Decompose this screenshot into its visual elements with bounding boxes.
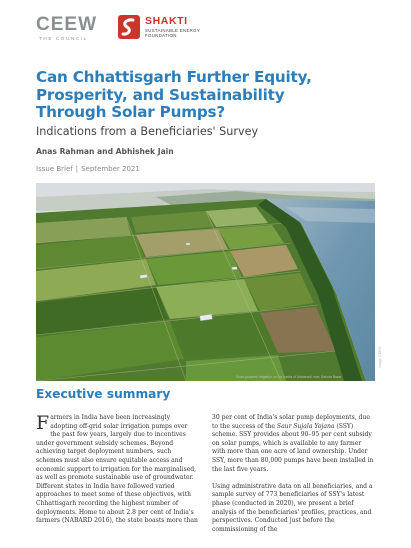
issue-date: September 2021 xyxy=(81,165,140,173)
summary-paragraph: Using administrative data on all beneficiaries, and a sample survey of 773 beneficiaries of SSY's latest phase (conducted in 2020), we present a brief analysis of the beneficiaries' profiles, practices, and perspectives. Conducted just before the commissioning of the xyxy=(212,482,373,533)
summary-paragraph xyxy=(36,414,199,526)
summary-text-run: (SSY) scheme. SSY provides about 90–95 per cent subsidy on solar pumps, which is available to any farmer with more than one acre of land ownership. Under SSY, more than 80,000 pumps have been installed in the last five years. xyxy=(212,422,374,473)
summary-text-run: 30 per cent of India's solar pump deployments, due to the success of the xyxy=(212,414,370,430)
summary-paragraph xyxy=(212,414,375,474)
summary-column-left xyxy=(36,414,199,534)
issue-type: Issue Brief xyxy=(36,165,73,173)
ceew-logo-tagline: THE COUNCIL xyxy=(39,36,88,41)
ceew-logo xyxy=(36,14,104,44)
ceew-logo-word: CEEW xyxy=(36,14,97,35)
photo-credit: Image: CEEW xyxy=(378,346,382,368)
drop-cap: F xyxy=(36,412,50,434)
aerial-farmland-image xyxy=(36,183,375,381)
section-heading-executive-summary: Executive summary xyxy=(36,387,171,401)
title-line-2: Prosperity, and Sustainability xyxy=(36,85,285,104)
shakti-logo-tagline xyxy=(145,28,200,38)
photo-caption: Solar-powered irrigation on the banks of Mahanadi river, Baloda Bazar xyxy=(236,375,342,379)
shakti-mark-icon xyxy=(118,15,140,39)
summary-paragraph-text: armers in India have been increasingly adopting off-grid solar irrigation pumps over the past few years, largely due to incentives under government subsidy schemes. Beyond achieving target deployment numbers, such schemes must also ensure equitable access and economic support to irrigation for the marginalised, as well as promote sustainable use of groundwater. Different states in India have followed varied approaches to meet some of these objectives, with Chhattisgarh recording the highest number of deployments. Home to about 2.8 per cent of India's farmers (NABARD 2016), the state boasts more than xyxy=(36,414,198,525)
scheme-name: Saur Sujala Yojana xyxy=(276,422,335,430)
cover-photo xyxy=(36,183,375,381)
shakti-tagline-line2: FOUNDATION xyxy=(145,33,177,39)
shakti-logo xyxy=(118,15,218,43)
document-title xyxy=(36,69,336,122)
summary-column-right xyxy=(212,414,375,543)
issue-line xyxy=(36,165,140,173)
issue-separator: | xyxy=(75,165,79,173)
title-line-3: Through Solar Pumps? xyxy=(36,103,225,121)
authors: Anas Rahman and Abhishek Jain xyxy=(36,147,174,156)
document-subtitle: Indications from a Beneficiaries' Survey xyxy=(36,125,259,138)
title-line-1: Can Chhattisgarh Further Equity, xyxy=(36,68,312,86)
shakti-tagline-line1: SUSTAINABLE ENERGY xyxy=(145,28,201,33)
shakti-logo-name: SHAKTI xyxy=(145,15,188,27)
